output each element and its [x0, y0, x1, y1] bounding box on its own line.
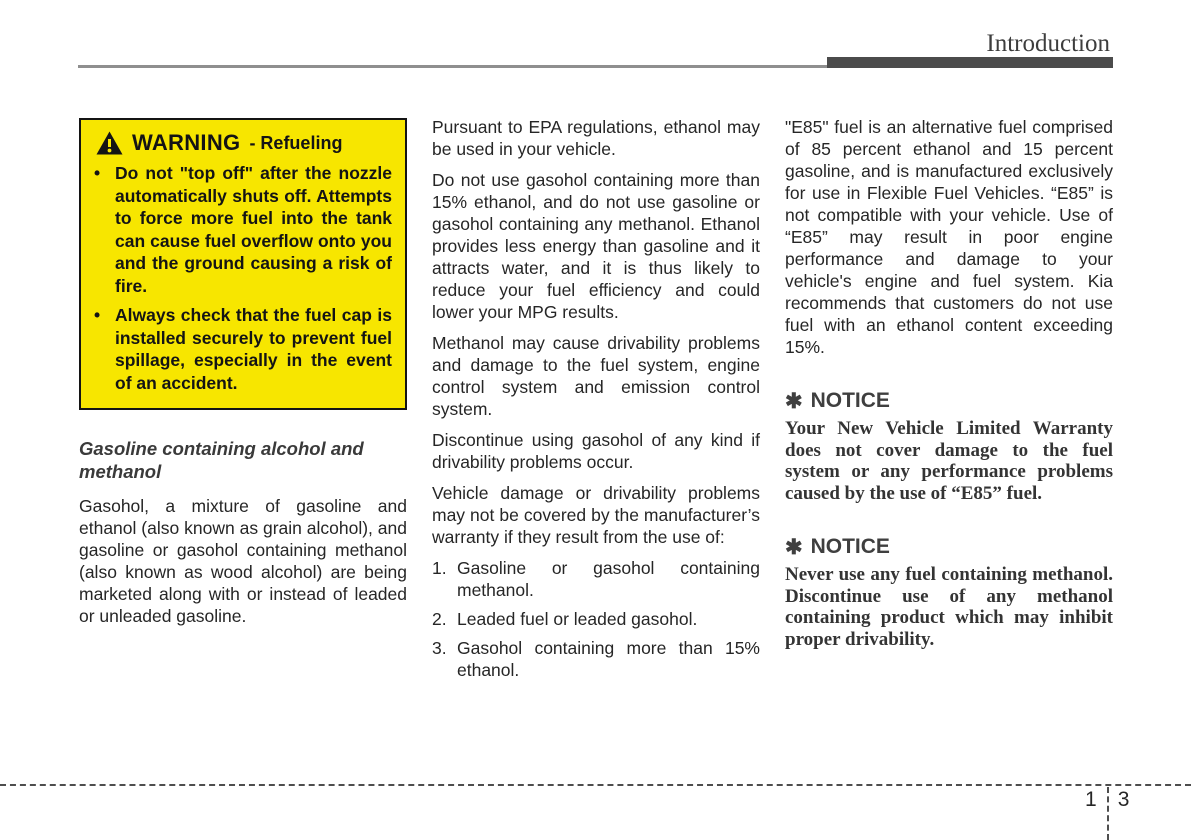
- asterisk-icon: ✱: [785, 535, 803, 559]
- list-item-text: Leaded fuel or leaded gasohol.: [457, 609, 698, 629]
- notice-body: Your New Vehicle Limited Warranty does not cover damage to the fuel system or any performance problems caused by the use of “E85” fuel.: [785, 418, 1113, 504]
- footer-dashed-rule: [0, 784, 1191, 786]
- right-column: [785, 116, 1113, 650]
- list-item: [432, 557, 760, 601]
- middle-column: [432, 116, 760, 688]
- list-item: [432, 637, 760, 681]
- warning-title: WARNING: [132, 130, 241, 155]
- warning-triangle-icon: [96, 131, 123, 155]
- warning-title-row: [96, 131, 392, 155]
- warning-subtitle: - Refueling: [249, 133, 343, 153]
- notice-heading: [785, 390, 1113, 412]
- list-item-text: Gasohol containing more than 15% ethanol.: [457, 638, 760, 680]
- paragraph: Do not use gasohol containing more than 15% ethanol, and do not use gasoline or gasohol containing any methanol. Ethanol provides less energy than gasoline and it attracts water, and it is thus likely to reduce your fuel efficiency and could lower your MPG results.: [432, 170, 760, 322]
- list-item-text: Gasoline or gasohol containing methanol.: [457, 558, 760, 600]
- header-accent-bar: [827, 57, 1113, 68]
- page-number-chapter: 1: [1085, 788, 1097, 811]
- paragraph: Discontinue using gasohol of any kind if drivability problems occur.: [432, 430, 760, 472]
- warning-box: [79, 118, 407, 410]
- warning-bullet: [94, 162, 392, 297]
- list-item-number: 3.: [432, 638, 447, 658]
- section-heading: Gasoline containing alcohol and methanol: [79, 438, 364, 482]
- list-item-number: 2.: [432, 609, 447, 629]
- left-column: [79, 118, 407, 636]
- paragraph: Gasohol, a mixture of gasoline and ethanol (also known as grain alcohol), and gasoline or gasohol containing methanol (also known as wood alcohol) are being marketed along with or instead of leaded or unleaded gasoline.: [79, 496, 407, 626]
- warning-bullet-text: Always check that the fuel cap is installed securely to prevent fuel spillage, especially in the event of an accident.: [115, 305, 392, 393]
- bullet-icon: •: [94, 163, 101, 183]
- list-item: [432, 608, 760, 630]
- page-number: [1085, 788, 1129, 812]
- notice-body: Never use any fuel containing methanol. Discontinue use of any methanol containing product which may inhibit proper drivability.: [785, 564, 1113, 650]
- paragraph: Vehicle damage or drivability problems may not be covered by the manufacturer’s warranty if they result from the use of:: [432, 483, 760, 547]
- paragraph: Methanol may cause drivability problems and damage to the fuel system, engine control system and emission control system.: [432, 333, 760, 419]
- notice-label: NOTICE: [810, 389, 890, 412]
- notice-block: [785, 536, 1113, 650]
- asterisk-icon: ✱: [785, 389, 803, 413]
- bullet-icon: •: [94, 305, 101, 325]
- notice-heading: [785, 536, 1113, 558]
- warning-bullet-text: Do not "top off" after the nozzle automatically shuts off. Attempts to force more fuel into the tank can cause fuel overflow onto you and the ground causing a risk of fire.: [115, 163, 392, 296]
- notice-label: NOTICE: [810, 535, 890, 558]
- page-title: Introduction: [986, 30, 1110, 57]
- warning-bullet: [94, 304, 392, 394]
- notice-block: [785, 390, 1113, 504]
- page-number-page: 3: [1117, 788, 1130, 811]
- paragraph: "E85" fuel is an alternative fuel comprised of 85 percent ethanol and 15 percent gasoline, and is manufactured exclusively for use in Flexible Fuel Vehicles. “E85” is not compatible with your vehicle. Use of “E85” may result in poor engine performance and damage to your vehicle's engine and fuel system. Kia recommends that customers do not use fuel with an ethanol content exceeding 15%.: [785, 117, 1113, 357]
- paragraph: Pursuant to EPA regulations, ethanol may be used in your vehicle.: [432, 117, 760, 159]
- list-item-number: 1.: [432, 558, 447, 578]
